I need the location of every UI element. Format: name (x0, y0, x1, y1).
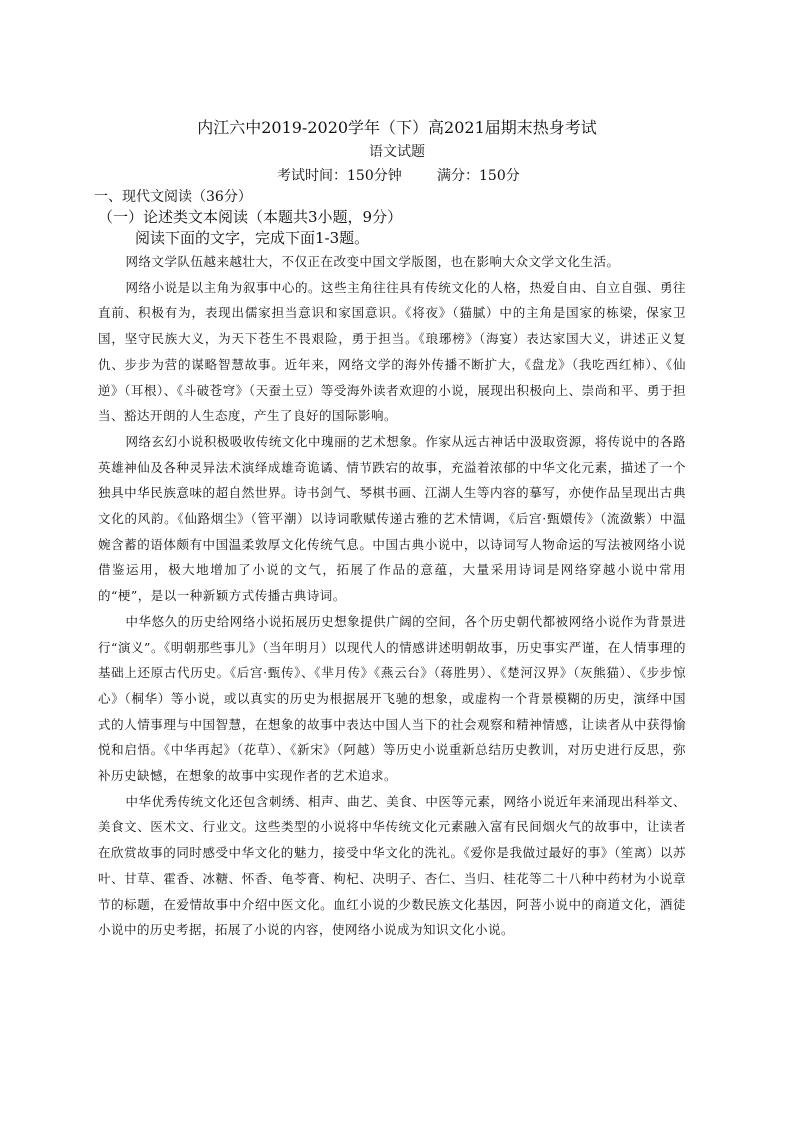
article-paragraph: 网络玄幻小说积极吸收传统文化中瑰丽的艺术想象。作家从远古神话中汲取资源，将传说中的各路英雄神仙及各种灵异法术演绎成雄奇诡谲、情节跌宕的故事，充溢着浓郁的中华文化元素，描述了一个独具中华民族意味的超自然世界。诗书剑气、琴棋书画、江湖人生等内容的摹写，亦使作品呈现出古典文化的风韵。《仙路烟尘》（管平潮）以诗词歌赋传递古雅的艺术情调，《后宫·甄嬛传》（流潋紫）中温婉含蓄的语体颇有中国温柔敦厚文化传统气息。中国古典小说中，以诗词写人物命运的写法被网络小说借鉴运用，极大地增加了小说的文气，拓展了作品的意蕴，大量采用诗词是网络穿越小说中常用的“梗”，是以一种新颖方式传播古典诗词。 (98, 433, 686, 604)
article-paragraph: 网络小说是以主角为叙事中心的。这些主角往往具有传统文化的人格，热爱自由、自立自强、勇往直前、积极有为，表现出儒家担当意识和家国意识。《将夜》（猫腻）中的主角是国家的栋梁，保家卫国，坚守民族大义，为天下苍生不畏艰险，勇于担当。《琅琊榜》（海宴）表达家国大义，讲述正义复仇、步步为营的谋略智慧故事。近年来，网络文学的海外传播不断扩大，《盘龙》（我吃西红柿）、《仙逆》（耳根）、《斗破苍穹》（天蚕土豆）等受海外读者欢迎的小说，展现出积极向上、崇尚和平、勇于担当、豁达开朗的人生态度，产生了良好的国际影响。 (98, 279, 686, 424)
article-paragraph: 网络文学队伍越来越壮大，不仅正在改变中国文学版图，也在影响大众文学文化生活。 (125, 254, 620, 269)
article-paragraph: 中华悠久的历史给网络小说拓展历史想象提供广阔的空间，各个历史朝代都被网络小说作为背景进行“演义”。《明朝那些事儿》（当年明月）以现代人的情感讲述明朝故事，历史事实严谨，在人情事理的基础上还原古代历史。《后宫·甄传》、《芈月传》《燕云台》（蒋胜男）、《楚河汉界》（灰熊猫）、《步步惊心》（桐华）等小说，或以真实的历史为根据展开飞驰的想象，或虚构一个背景模糊的历史，演绎中国式的人情事理与中国智慧，在想象的故事中表达中国人当下的社会观察和精神情感，让读者从中获得愉悦和启悟。《中华再起》（花草）、《新宋》（阿越）等历史小说重新总结历史教训，对历史进行反思，弥补历史缺憾，在想象的故事中实现作者的艺术追求。 (98, 613, 686, 784)
exam-subtitle: 语文试题 (369, 144, 425, 160)
article-body (98, 249, 686, 943)
article-paragraph: 中华优秀传统文化还包含刺绣、相声、曲艺、美食、中医等元素，网络小说近年来涌现出科举文、美食文、医术文、行业文。这些类型的小说将中华传统文化元素融入富有民间烟火气的故事中，让读者在欣赏故事的同时感受中华文化的魅力，接受中华文化的洗礼。《爱你是我做过最好的事》（笙离）以苏叶、甘草、霍香、冰糖、怀香、龟苓膏、枸杞、决明子、杏仁、当归、桂花等二十八种中药材为小说章节的标题，在爱情故事中介绍中医文化。血红小说的少数民族文化基因，阿菩小说中的商道文化，酒徒小说中的历史考据，拓展了小说的内容，使网络小说成为知识文化小说。 (98, 793, 686, 938)
section-heading: 一、现代文阅读（36分） (94, 189, 252, 205)
exam-title: 内江六中2019-2020学年（下）高2021届期末热身考试 (197, 118, 597, 137)
reading-instruction: 阅读下面的文字，完成下面1-3题。 (135, 229, 370, 247)
full-score: 满分：150分 (437, 168, 520, 184)
exam-info (0, 166, 794, 186)
exam-time: 考试时间：150分钟 (277, 168, 402, 184)
section-subheading: （一）论述类文本阅读（本题共3小题，9分） (98, 208, 403, 226)
